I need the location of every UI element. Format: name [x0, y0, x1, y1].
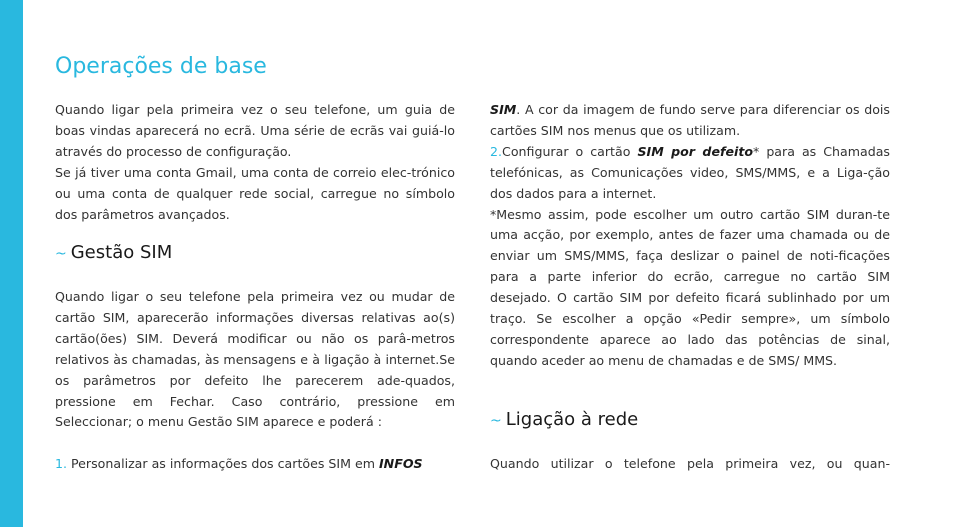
side-accent-bar — [0, 0, 23, 527]
intro-paragraph: Quando ligar pela primeira vez o seu telefone, um guia de boas vindas aparecerá no ecrã. Uma série de ecrãs vai guiá-lo através do processo de configuração. — [55, 102, 455, 159]
heading-tilde-symbol: ~ — [55, 246, 67, 262]
step-text: Personalizar as informações dos cartões SIM em — [67, 456, 379, 471]
menu-reference: SIM — [490, 102, 517, 117]
page-title: Operações de base — [55, 54, 267, 79]
step-number: 1. — [55, 456, 68, 471]
intro-paragraph-2: Se já tiver uma conta Gmail, uma conta de correio elec-trónico ou uma conta de qualquer rede social, carregue no símbolo dos parâmetros avançados. — [55, 164, 455, 222]
step-text: Configurar o cartão — [502, 143, 638, 159]
section-heading-sim — [55, 241, 172, 266]
step-2 — [490, 142, 890, 205]
heading-tilde-symbol: ~ — [490, 413, 502, 429]
menu-reference: SIM por defeito — [637, 143, 753, 159]
sim-default-note: *Mesmo assim, pode escolher um outro cartão SIM duran-te uma acção, por exemplo, antes de fazer uma chamada ou de enviar um SMS/MMS, faça deslizar o painel de noti-ficações para a parte inferior do ecrão, carregue no cartão SIM desejado. O cartão SIM por defeito ficará sublinhado por um traço. Se escolher a opção «Pedir sempre», um símbolo correspondente aparece ao lado das potências de sinal, quando aceder ao menu de chamadas e de SMS/ MMS. — [490, 206, 890, 368]
network-paragraph: Quando utilizar o telefone pela primeira vez, ou quan- — [490, 456, 890, 471]
section-heading-network — [490, 408, 638, 433]
heading-text: Gestão SIM — [70, 242, 173, 263]
step-text: . A cor da imagem de fundo serve para diferenciar os dois cartões SIM nos menus que os utilizam. — [490, 102, 890, 138]
step-1 — [55, 454, 455, 475]
step-1-continued — [490, 100, 890, 142]
heading-text: Ligação à rede — [505, 409, 639, 430]
step-text-continued: * para as Chamadas telefónicas, as Comunicações video, SMS/MMS, e a Liga-ção dos dados para a internet. — [490, 143, 890, 201]
menu-reference: INFOS — [379, 456, 423, 471]
sim-paragraph: Quando ligar o seu telefone pela primeira vez ou mudar de cartão SIM, aparecerão informações diversas relativas ao(s) cartão(ões) SIM. Deverá modificar ou não os parâ-metros relativos às chamadas, às mensagens e à ligação à internet.Se os parâmetros por defeito lhe parecerem ade-quados, pressione em Fechar. Caso contrário, pressione em Seleccionar; o menu Gestão SIM aparece e poderá : — [55, 289, 455, 430]
step-number: 2. — [490, 143, 503, 159]
